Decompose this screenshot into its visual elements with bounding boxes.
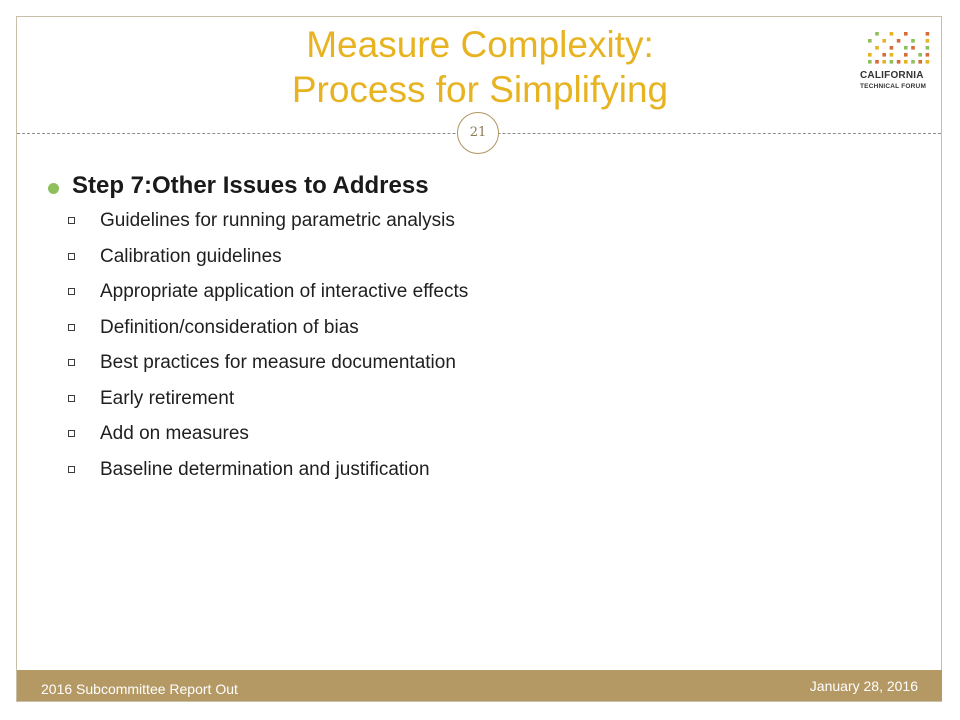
logo-dot bbox=[926, 53, 930, 57]
california-technical-forum-logo bbox=[860, 30, 940, 96]
list-item-text: Best practices for measure documentation bbox=[100, 352, 456, 373]
footer-bar bbox=[17, 670, 942, 701]
square-bullet-icon bbox=[68, 359, 75, 366]
logo-text-california: CALIFORNIA bbox=[860, 70, 924, 81]
footer-date: January 28, 2016 bbox=[809, 678, 918, 694]
bullet-heading bbox=[48, 172, 908, 206]
logo-dot bbox=[926, 39, 930, 43]
logo-dot bbox=[890, 60, 894, 64]
bullet-heading-text: Step 7:Other Issues to Address bbox=[72, 172, 429, 199]
square-bullet-icon bbox=[68, 324, 75, 331]
list-item-text: Calibration guidelines bbox=[100, 245, 282, 267]
list-item-text: Guidelines for running parametric analysis bbox=[100, 210, 455, 231]
slide-title-line1: Measure Complexity: bbox=[306, 24, 654, 65]
logo-dot bbox=[868, 60, 872, 64]
logo-dot bbox=[911, 46, 915, 50]
logo-dot bbox=[875, 32, 879, 36]
logo-dot bbox=[868, 53, 872, 57]
green-bullet-icon bbox=[48, 183, 59, 194]
footer-report-title: 2016 Subcommittee Report Out bbox=[41, 681, 238, 697]
logo-dot bbox=[875, 60, 879, 64]
logo-dot bbox=[882, 39, 886, 43]
logo-dot bbox=[904, 46, 908, 50]
slide-title bbox=[120, 22, 840, 112]
logo-dot bbox=[911, 60, 915, 64]
logo-dots-icon bbox=[866, 30, 936, 68]
square-bullet-icon bbox=[68, 288, 75, 295]
page-number-badge: 21 bbox=[457, 112, 499, 154]
logo-dot bbox=[926, 32, 930, 36]
list-item-text: Add on measures bbox=[100, 423, 249, 444]
logo-dot bbox=[875, 46, 879, 50]
logo-dot bbox=[882, 53, 886, 57]
logo-dot bbox=[926, 46, 930, 50]
list-item-text: Baseline determination and justification bbox=[100, 458, 430, 480]
square-bullet-icon bbox=[68, 395, 75, 402]
logo-dot bbox=[918, 60, 922, 64]
logo-dot bbox=[890, 46, 894, 50]
square-bullet-icon bbox=[68, 430, 75, 437]
logo-dot bbox=[897, 39, 901, 43]
logo-dot bbox=[926, 60, 930, 64]
square-bullet-icon bbox=[68, 217, 75, 224]
logo-dot bbox=[911, 39, 915, 43]
logo-dot bbox=[890, 53, 894, 57]
slide-content bbox=[48, 172, 908, 480]
logo-dot bbox=[882, 60, 886, 64]
square-bullet-icon bbox=[68, 253, 75, 260]
list-item-text: Appropriate application of interactive effects bbox=[100, 281, 469, 302]
list-item-text: Definition/consideration of bias bbox=[100, 316, 359, 338]
logo-dot bbox=[904, 60, 908, 64]
list-item-text: Early retirement bbox=[100, 387, 235, 409]
logo-dot bbox=[897, 60, 901, 64]
slide-title-line2: Process for Simplifying bbox=[291, 69, 669, 110]
logo-dot bbox=[868, 39, 872, 43]
logo-text-technical-forum: TECHNICAL FORUM bbox=[860, 83, 927, 90]
logo-dot bbox=[904, 32, 908, 36]
logo-dot bbox=[918, 53, 922, 57]
logo-dot bbox=[890, 32, 894, 36]
logo-dot bbox=[904, 53, 908, 57]
square-bullet-icon bbox=[68, 466, 75, 473]
